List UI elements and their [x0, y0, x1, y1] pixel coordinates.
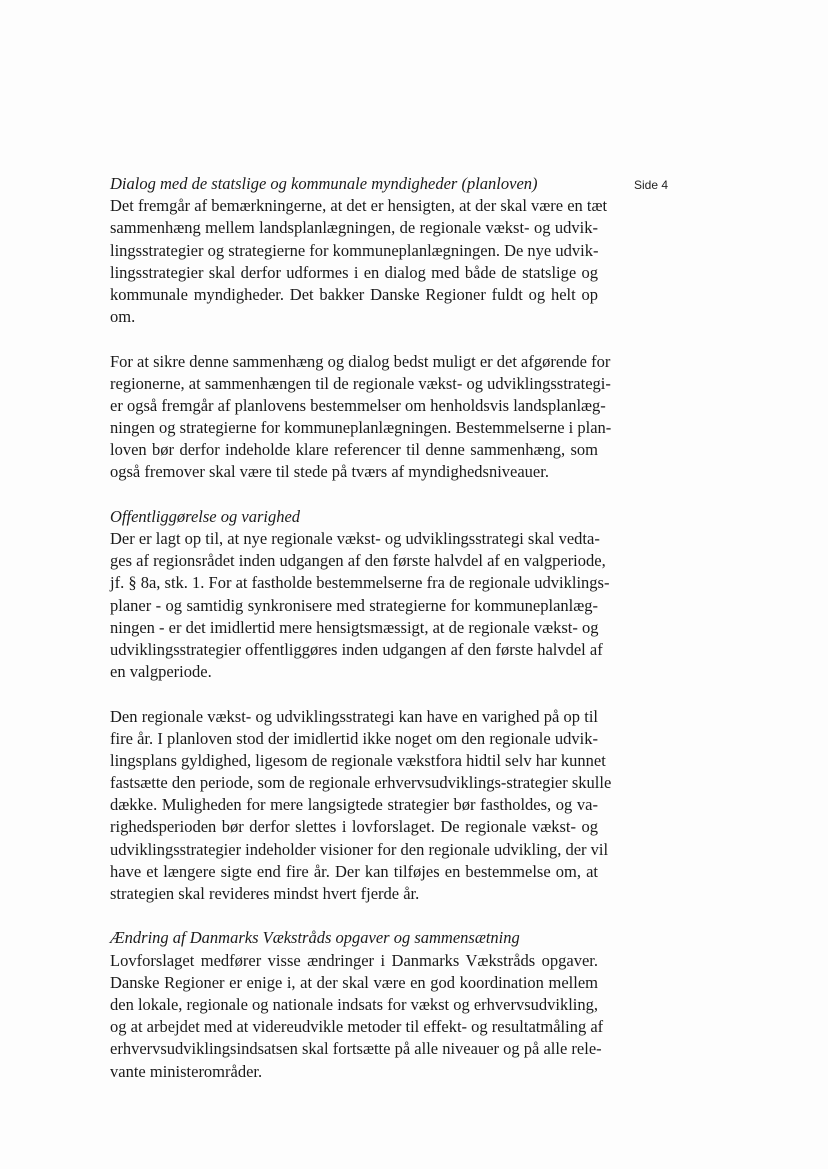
text-line: regionerne, at sammenhængen til de regionale vækst- og udviklingsstrategi-: [110, 373, 611, 393]
text-line: Den regionale vækst- og udviklingsstrategi kan have en varighed på op til: [110, 706, 598, 726]
text-line: For at sikre denne sammenhæng og dialog bedst muligt er det afgørende for: [110, 351, 611, 371]
section-varighed: [110, 706, 612, 906]
text-line: Der er lagt op til, at nye regionale vækst- og udviklingsstrategi skal vedta-: [110, 529, 600, 548]
text-line: dække. Muligheden for mere langsigtede strategier bør fastholdes, og va-: [110, 795, 598, 815]
text-line: lingsstrategier skal derfor udformes i en dialog med både de statslige og: [110, 262, 598, 282]
text-line: righedsperioden bør derfor slettes i lovforslaget. De regionale vækst- og: [110, 817, 598, 837]
text-line: en valgperiode.: [110, 662, 212, 682]
text-line: fire år. I planloven stod der imidlertid ikke noget om den regionale udvik-: [110, 728, 598, 748]
text-line: loven bør derfor indeholde klare referencer til denne sammenhæng, som: [110, 440, 598, 460]
text-line: ges af regionsrådet inden udgangen af den første halvdel af en valgperiode,: [110, 551, 606, 571]
text-line: Lovforslaget medfører visse ændringer i Danmarks Vækstråds opgaver.: [110, 950, 598, 970]
text-line: og at arbejdet med at videreudvikle metoder til effekt- og resultatmåling af: [110, 1017, 604, 1037]
text-line: lingsplans gyldighed, ligesom de regionale vækstfora hidtil selv har kunnet: [110, 750, 606, 770]
text-line: om.: [110, 307, 136, 327]
page-number: Side 4: [634, 178, 669, 192]
text-line: strategien skal revideres mindst hvert fjerde år.: [110, 884, 420, 903]
document-body: [110, 173, 612, 1083]
section-heading: Offentliggørelse og varighed: [110, 506, 301, 526]
text-line: fastsætte den periode, som de regionale erhvervsudviklings-strategier skulle: [110, 773, 612, 793]
text-line: Danske Regioner er enige i, at der skal være en god koordination mellem: [110, 972, 598, 992]
section-offentliggorelse: [110, 506, 610, 684]
section-heading: Ændring af Danmarks Vækstråds opgaver og sammensætning: [110, 928, 520, 948]
text-line: planer - og samtidig synkronisere med strategierne for kommuneplanlæg-: [110, 595, 598, 615]
text-line: vante ministerområder.: [110, 1061, 263, 1081]
text-line: sammenhæng mellem landsplanlægningen, de regionale vækst- og udvik-: [110, 218, 598, 238]
text-line: erhvervsudviklingsindsatsen skal fortsætte på alle niveauer og på alle rele-: [110, 1039, 602, 1059]
text-line: udviklingsstrategier offentliggøres inden udgangen af den første halvdel af: [110, 639, 603, 659]
text-line: er også fremgår af planlovens bestemmelser om henholdsvis landsplanlæg-: [110, 395, 606, 415]
section-vaekstraad: [110, 927, 604, 1082]
text-line: ningen - er det imidlertid mere hensigtsmæssigt, at de regionale vækst- og: [110, 617, 599, 637]
text-line: have et længere sigte end fire år. Der kan tilføjes en bestemmelse om, at: [110, 861, 598, 881]
section-dialog-continued: [110, 351, 612, 484]
text-line: lingsstrategier og strategierne for kommuneplanlægningen. De nye udvik-: [110, 240, 599, 260]
text-line: udviklingsstrategier indeholder visioner for den regionale udvikling, der vil: [110, 839, 609, 859]
section-heading: Dialog med de statslige og kommunale myndigheder (planloven): [110, 174, 538, 193]
text-line: ningen og strategierne for kommuneplanlægningen. Bestemmelserne i plan-: [110, 418, 612, 438]
section-dialog: [110, 173, 608, 328]
text-line: den lokale, regionale og nationale indsats for vækst og erhvervsudvikling,: [110, 994, 599, 1014]
text-line: også fremover skal være til stede på tværs af myndighedsniveauer.: [110, 462, 549, 482]
text-line: Det fremgår af bemærkningerne, at det er hensigten, at der skal være en tæt: [110, 196, 608, 216]
text-line: kommunale myndigheder. Det bakker Danske Regioner fuldt og helt op: [110, 284, 598, 304]
text-line: jf. § 8a, stk. 1. For at fastholde bestemmelserne fra de regionale udviklings-: [110, 573, 610, 593]
